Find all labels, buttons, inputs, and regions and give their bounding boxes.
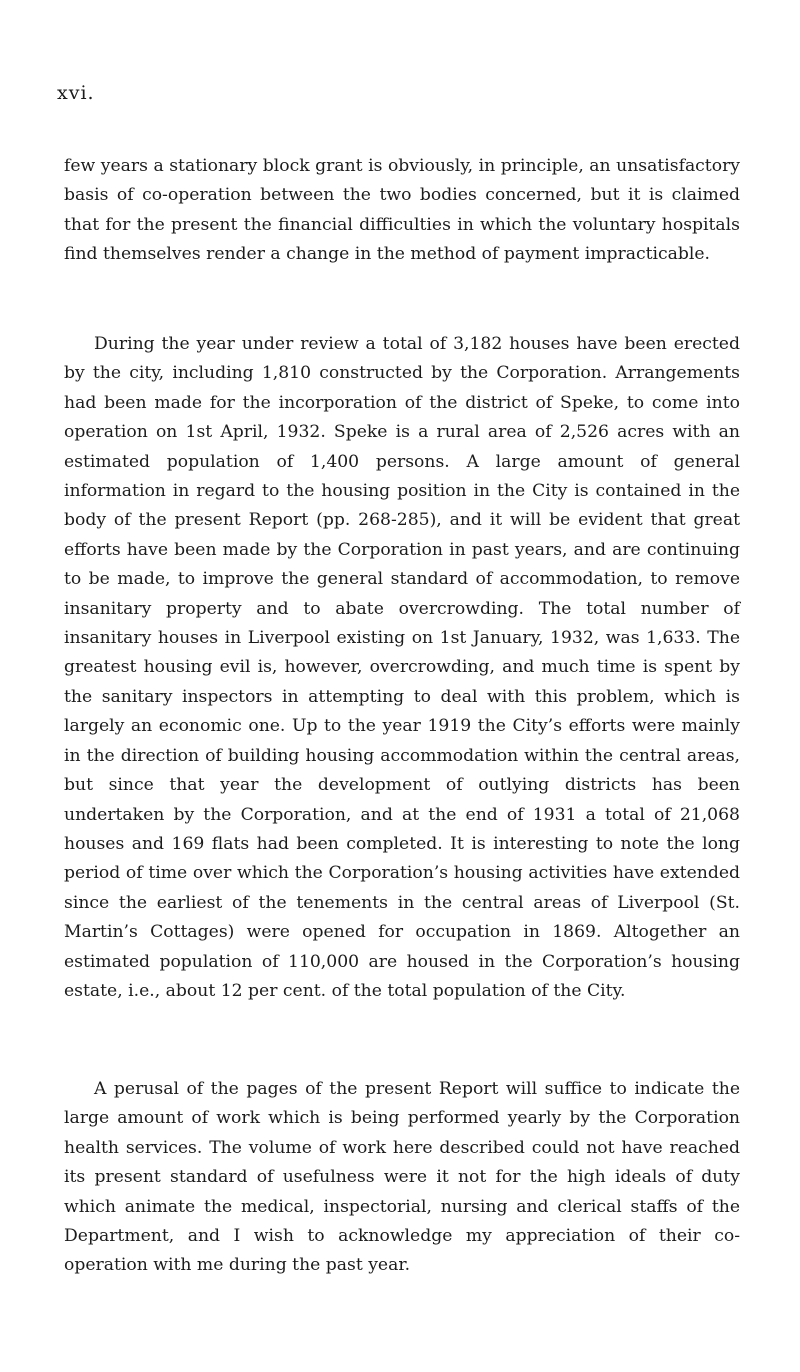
paragraph-continuation-block-grant: few years a stationary block grant is obviously, in principle, an unsatisfactory basis of co-operation between the two bodies concerned, but it is claimed that for the present the financial difficulties in which the voluntary hospitals find themselves render a change in the method of payment impracticable. [64,156,740,265]
paragraph-housing: During the year under review a total of 3,182 houses have been erected by the city, including 1,810 constructed by the Corporation. Arrangements had been made for the incorporation of the district of Speke, to come into operation on 1st April, 1932. Speke is a rural area of 2,526 acres with an estimated population of 1,400 persons. A large amount of general information in regard to the housing position in the City is contained in the body of the present Report (pp. 268-285), and it will be evident that great efforts have been made by the Corporation in past years, and are continuing to be made, to improve the general standard of accommodation, to remove insanitary property and to abate overcrowding. The total number of insanitary houses in Liverpool existing on 1st January, 1932, was 1,633. The greatest housing evil is, however, overcrowding, and much time is spent by the sanitary inspectors in attempting to deal with this problem, which is largely an economic one. Up to the year 1919 the City’s efforts were mainly in the direction of building housing accommodation within the central areas, but since that year the development of outlying districts has been undertaken by the Corporation, and at the end of 1931 a total of 21,068 houses and 169 flats had been completed. It is interesting to note the long period of time over which the Corporation’s housing activities have extended since the earliest of the tenements in the central areas of Liverpool (St. Martin’s Cottages) were opened for occupation in 1869. Altogether an estimated population of 110,000 are housed in the Corporation’s housing estate, i.e., about 12 per cent. of the total population of the City. [64,334,740,1001]
page-number: xvi. [57,82,95,104]
paragraph-acknowledgement: A perusal of the pages of the present Report will suffice to indicate the large amount of work which is being performed yearly by the Corporation health services. The volume of work here described could not have reached its present standard of usefulness were it not for the high ideals of duty which animate the medical, inspectorial, nursing and clerical staffs of the Department, and I wish to acknowledge my appreciation of their co-operation with me during the past year. [64,1079,740,1276]
